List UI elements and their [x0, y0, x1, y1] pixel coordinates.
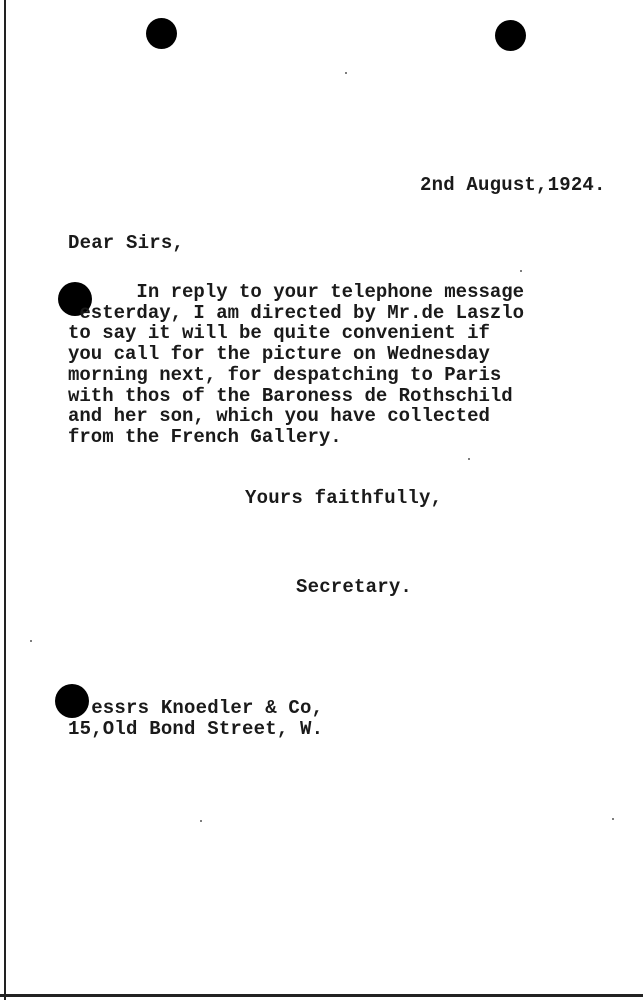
address-line: 15,Old Bond Street, W.	[68, 718, 324, 740]
body-line: morning next, for despatching to Paris	[68, 364, 502, 386]
letter-salutation: Dear Sirs,	[68, 232, 185, 254]
speck	[30, 640, 32, 642]
address-line: essrs Knoedler & Co,	[68, 697, 324, 719]
body-line: with thos of the Baroness de Rothschild	[68, 385, 513, 407]
speck	[612, 818, 614, 820]
body-line: and her son, which you have collected	[68, 405, 490, 427]
speck	[520, 270, 522, 272]
body-line: to say it will be quite convenient if	[68, 322, 490, 344]
body-line: In reply to your telephone message	[68, 281, 525, 303]
letter-closing: Yours faithfully,	[245, 487, 443, 509]
letter-date: 2nd August,1924.	[420, 174, 606, 196]
page-left-edge	[4, 0, 6, 1000]
page-bottom-edge	[0, 994, 643, 997]
speck	[468, 458, 470, 460]
speck	[200, 820, 202, 822]
punch-hole-top-right	[495, 20, 526, 51]
speck	[345, 72, 347, 74]
body-line: esterday, I am directed by Mr.de Laszlo	[68, 302, 525, 324]
body-line: you call for the picture on Wednesday	[68, 343, 490, 365]
punch-hole-top-left	[146, 18, 177, 49]
body-line: from the French Gallery.	[68, 426, 342, 448]
letter-signature: Secretary.	[296, 576, 413, 598]
